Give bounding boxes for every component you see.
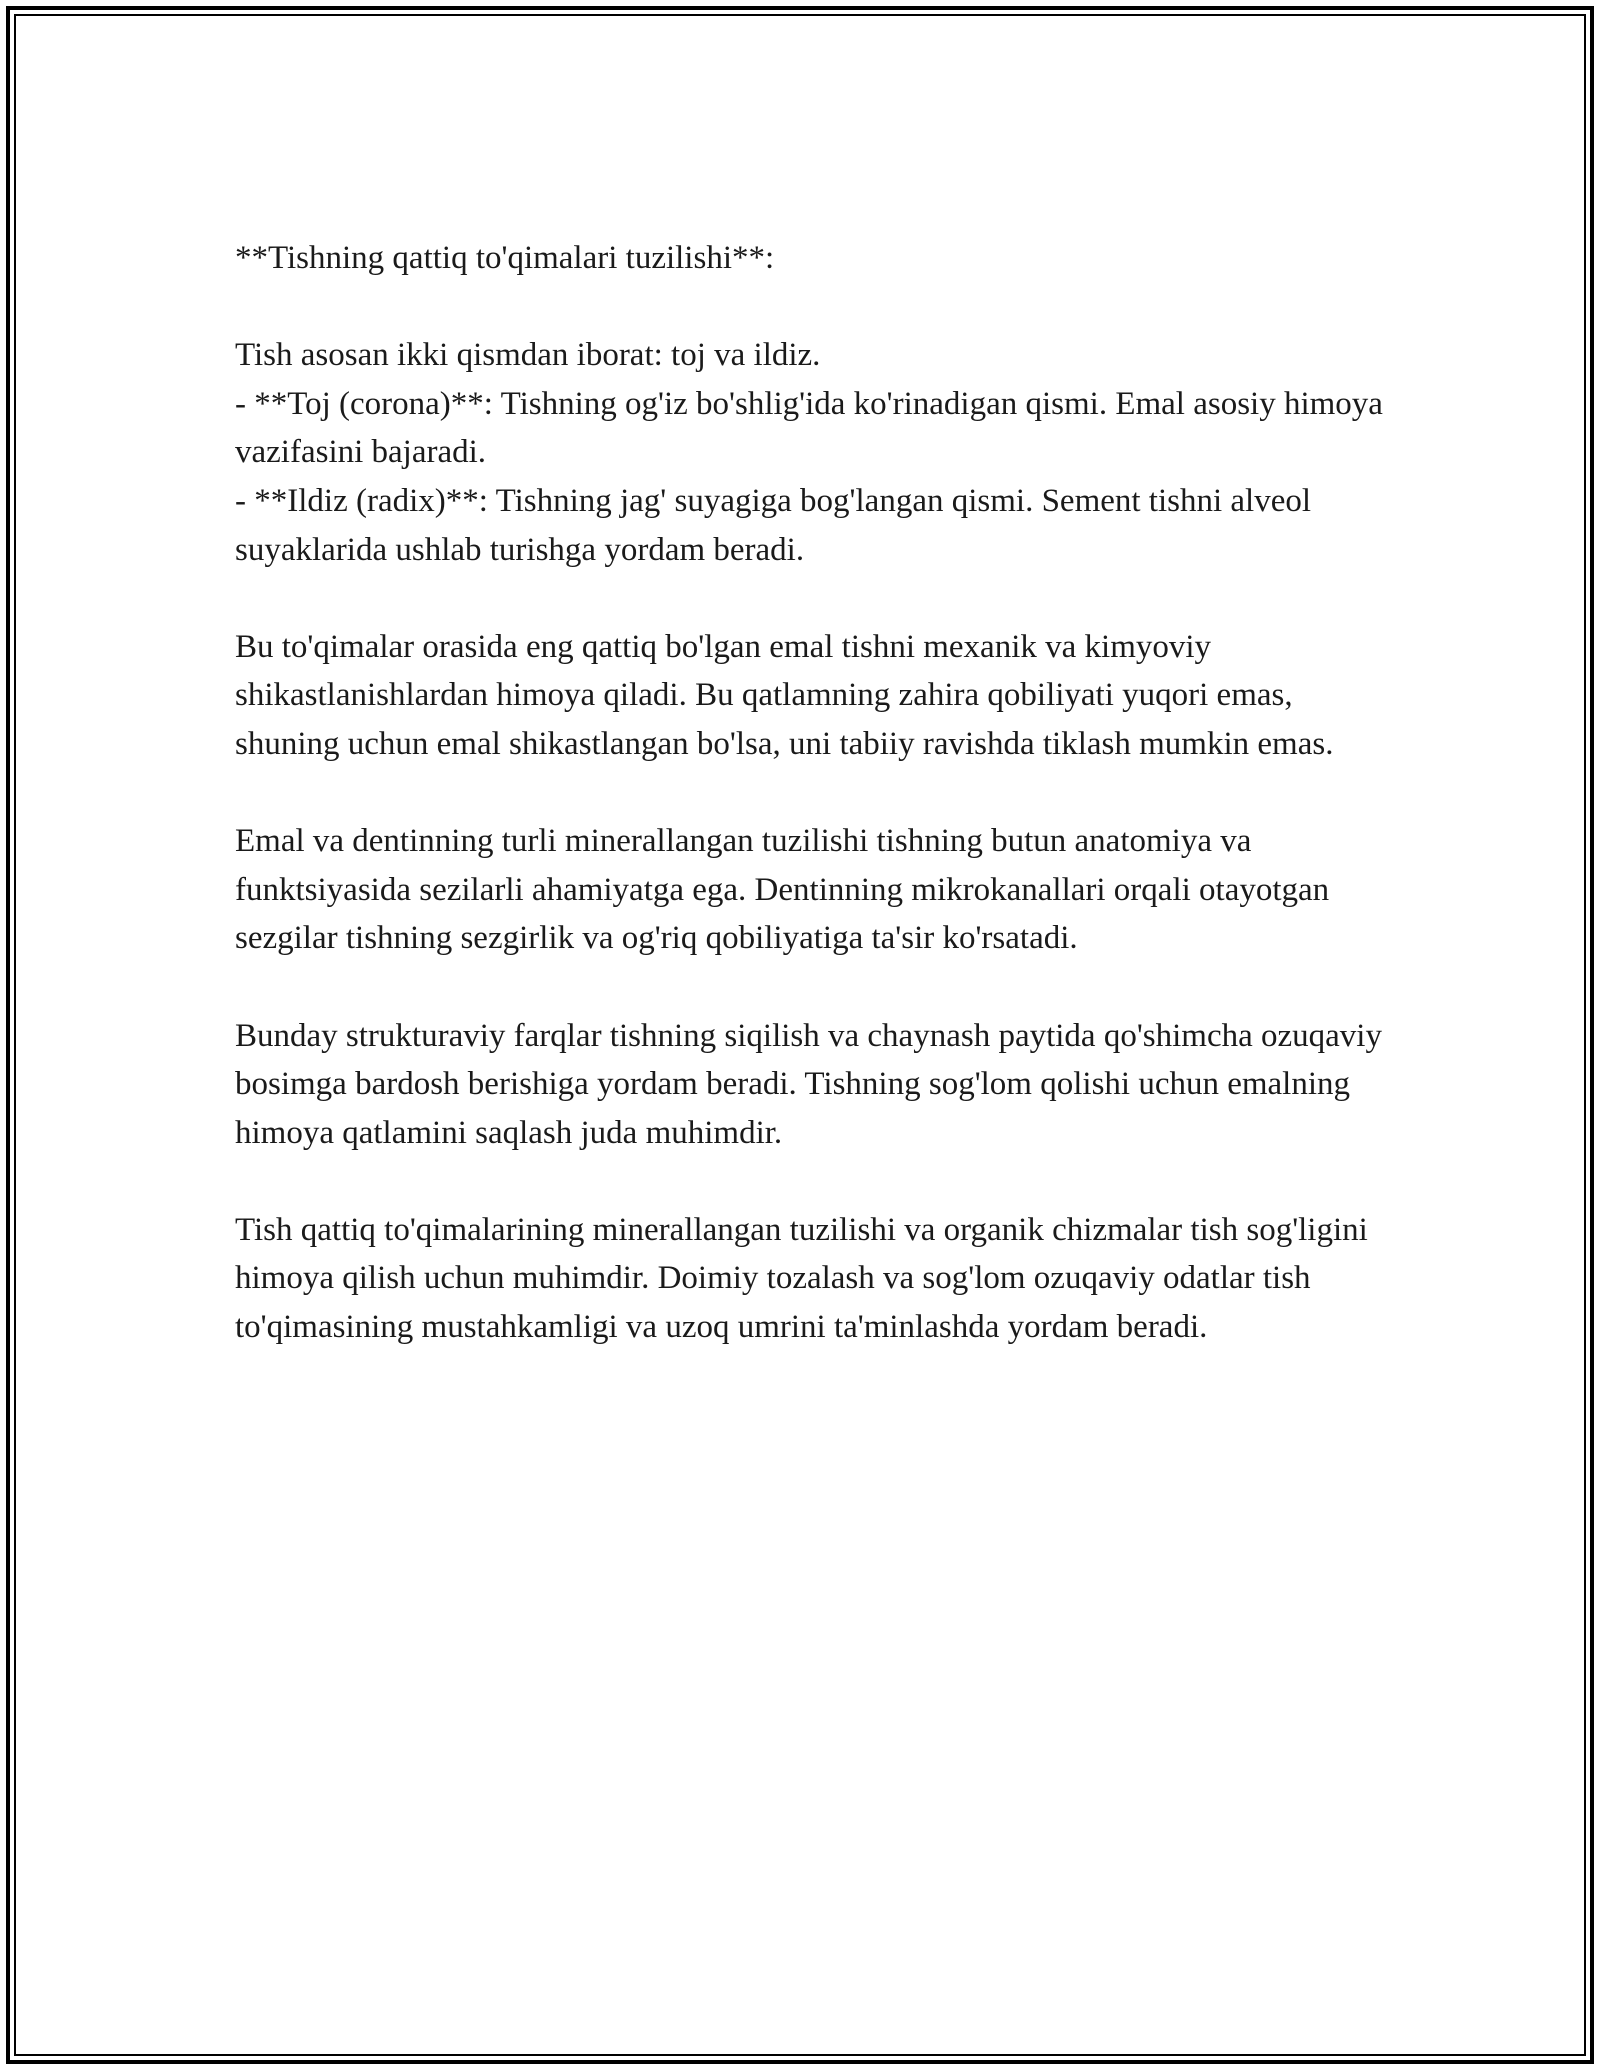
- intro-line: Tish asosan ikki qismdan iborat: toj va ildiz.: [235, 337, 821, 374]
- paragraph-emal: Bu to'qimalar orasida eng qattiq bo'lgan emal tishni mexanik va kimyoviy shikastlanishlardan himoya qiladi. Bu qatlamning zahira qobiliyati yuqori emas, shuning uchun emal shikastlangan bo'lsa, uni tabiiy ravishda tiklash mumkin emas.: [235, 628, 1334, 762]
- document-heading: **Tishning qattiq to'qimalari tuzilishi**:: [235, 240, 775, 276]
- paragraph-sogliq: Tish qattiq to'qimalarining minerallangan tuzilishi va organik chizmalar tish sog'ligini himoya qilish uchun muhimdir. Doimiy tozalash va sog'lom ozuqaviy odatlar tish to'qimasining mustahkamligi va uzoq umrini ta'minlashda yordam beradi.: [235, 1211, 1368, 1346]
- paragraph-struktura: Bunday strukturaviy farqlar tishning siqilish va chaynash paytida qo'shimcha ozuqaviy bosimga bardosh berishiga yordam beradi. Tishning sog'lom qolishi uchun emalning himoya qatlamini saqlash juda muhimdir.: [235, 1017, 1382, 1151]
- paragraph-dentin: Emal va dentinning turli minerallangan tuzilishi tishning butun anatomiya va funktsiyasida sezilarli ahamiyatga ega. Dentinning mikrokanallari orqali otayotgan sezgilar tishning sezgirlik va og'riq qobiliyatiga ta'sir ko'rsatadi.: [235, 823, 1330, 957]
- bullet-toj: - **Toj (corona)**: Tishning og'iz bo'shlig'ida ko'rinadigan qismi. Emal asosiy himoya vazifasini bajaradi.: [235, 385, 1383, 471]
- bullet-ildiz: - **Ildiz (radix)**: Tishning jag' suyagiga bog'langan qismi. Sement tishni alveol suyaklarida ushlab turishga yordam beradi.: [235, 482, 1312, 568]
- document-body: [235, 234, 1385, 1400]
